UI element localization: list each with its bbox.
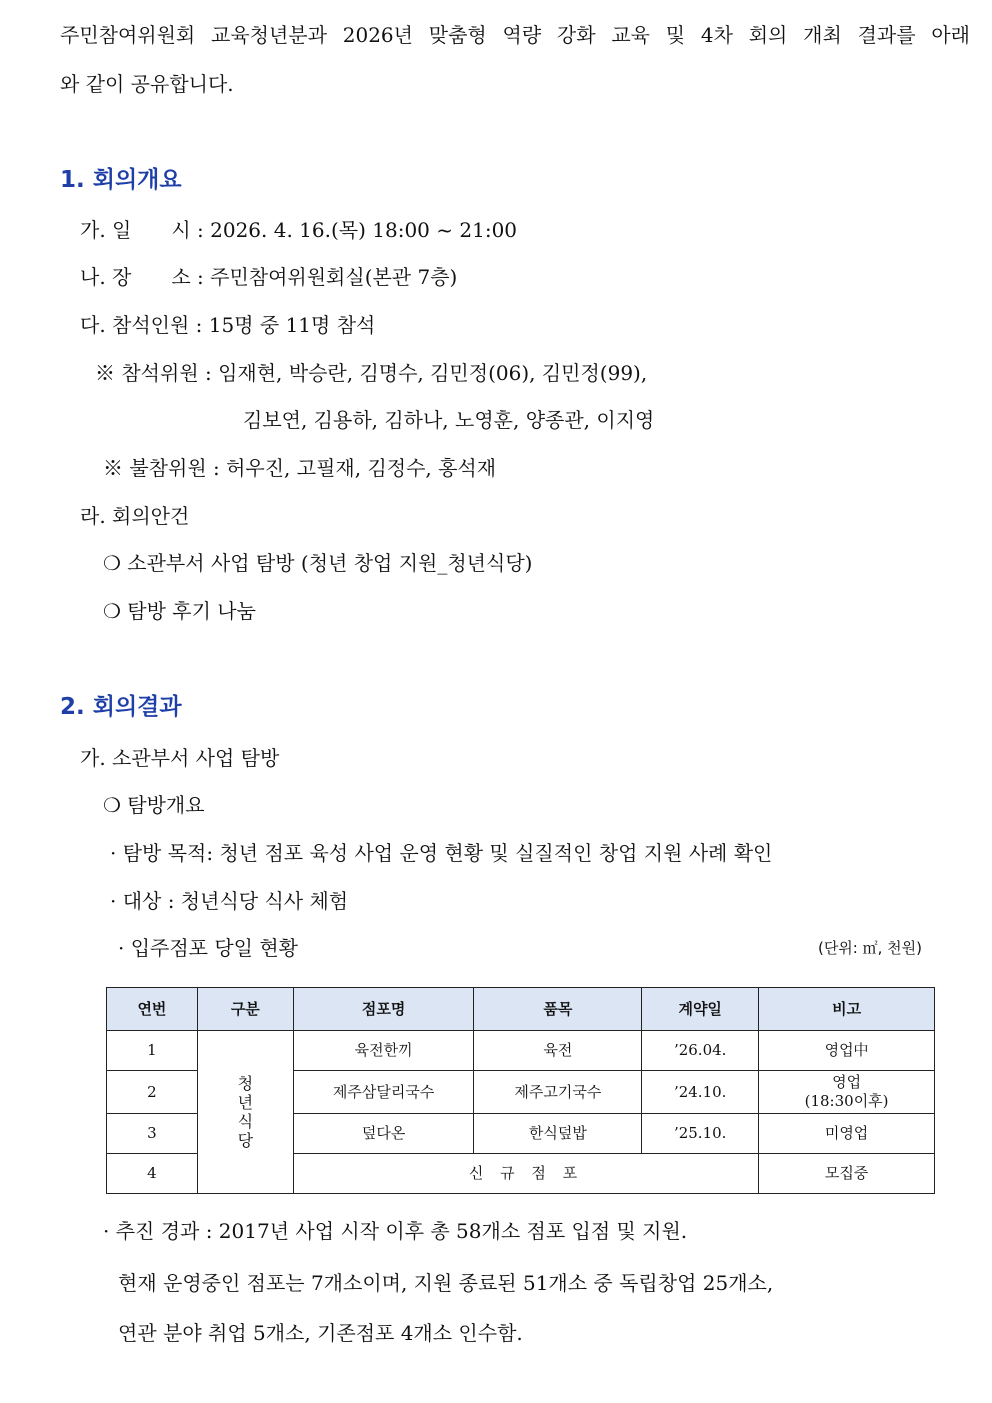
header-item: 품목 (474, 988, 642, 1031)
meeting-date: 가. 일 시 : 2026. 4. 16.(목) 18:00 ~ 21:00 (80, 218, 518, 242)
section-2-title: 2. 회의결과 (60, 694, 182, 720)
header-note: 비고 (759, 988, 935, 1031)
row-no: 2 (107, 1071, 198, 1114)
header-no: 연번 (107, 988, 198, 1031)
agenda-title: 라. 회의안건 (80, 504, 190, 528)
attendees-line-2: 김보연, 김용하, 김하나, 노영훈, 양종관, 이지영 (243, 408, 655, 432)
meeting-attendance: 다. 참석인원 : 15명 중 11명 참석 (80, 313, 376, 337)
row-note: 영업 (18:30이후) (759, 1071, 935, 1114)
meeting-place: 나. 장 소 : 주민참여위원회실(본관 7층) (80, 265, 458, 289)
agenda-item-1: ❍ 소관부서 사업 탐방 (청년 창업 지원_청년식당) (103, 551, 533, 575)
intro-line-1: 주민참여위원회 교육청년분과 2026년 맞춤형 역량 강화 교육 및 4차 회의 개최 결과를 아래 (60, 23, 970, 47)
attendees-line-1: ※ 참석위원 : 임재현, 박승란, 김명수, 김민정(06), 김민정(99), (95, 361, 648, 385)
category-label: 청년식당 (237, 1073, 254, 1150)
result-line-3: 연관 분야 취업 5개소, 기존점포 4개소 인수함. (118, 1321, 523, 1345)
row-shop-name: 덮다온 (293, 1114, 474, 1154)
row-no: 3 (107, 1114, 198, 1154)
header-category: 구분 (197, 988, 293, 1031)
row-note: 미영업 (759, 1114, 935, 1154)
row-note: 모집중 (759, 1154, 935, 1194)
shop-status-label: · 입주점포 당일 현황 (118, 936, 298, 960)
row-shop-name: 육전한끼 (293, 1031, 474, 1071)
row-no: 4 (107, 1154, 198, 1194)
row-contract-date: ’24.10. (642, 1071, 759, 1114)
table-row (107, 1031, 935, 1071)
category-cell (197, 1031, 293, 1194)
row-item: 제주고기국수 (474, 1071, 642, 1114)
row-contract-date: ’25.10. (642, 1114, 759, 1154)
result-line-2: 현재 운영중인 점포는 7개소이며, 지원 종료된 51개소 중 독립창업 25개소, (118, 1271, 774, 1295)
row-note: 영업中 (759, 1031, 935, 1071)
visit-purpose: · 탐방 목적: 청년 점포 육성 사업 운영 현황 및 실질적인 창업 지원 사례 확인 (110, 841, 773, 865)
header-shop-name: 점포명 (293, 988, 474, 1031)
visit-target: · 대상 : 청년식당 식사 체험 (110, 889, 349, 913)
visit-subtitle: 가. 소관부서 사업 탐방 (80, 746, 280, 770)
agenda-item-2: ❍ 탐방 후기 나눔 (103, 599, 256, 623)
unit-note: (단위: ㎡, 천원) (817, 939, 922, 957)
visit-overview: ❍ 탐방개요 (103, 793, 205, 817)
shop-status-table (106, 987, 935, 1194)
section-1-title: 1. 회의개요 (60, 167, 182, 193)
table-header-row (107, 988, 935, 1031)
intro-line-2: 와 같이 공유합니다. (60, 72, 234, 96)
row-contract-date: ’26.04. (642, 1031, 759, 1071)
row-shop-name: 제주삼달리국수 (293, 1071, 474, 1114)
row-item: 한식덮밥 (474, 1114, 642, 1154)
row-no: 1 (107, 1031, 198, 1071)
result-line-1: · 추진 경과 : 2017년 사업 시작 이후 총 58개소 점포 입점 및 지원. (103, 1219, 688, 1243)
absentees: ※ 불참위원 : 허우진, 고필재, 김정수, 홍석재 (103, 456, 497, 480)
header-contract-date: 계약일 (642, 988, 759, 1031)
row-item: 육전 (474, 1031, 642, 1071)
new-shop-label: 신 규 점 포 (293, 1154, 758, 1194)
